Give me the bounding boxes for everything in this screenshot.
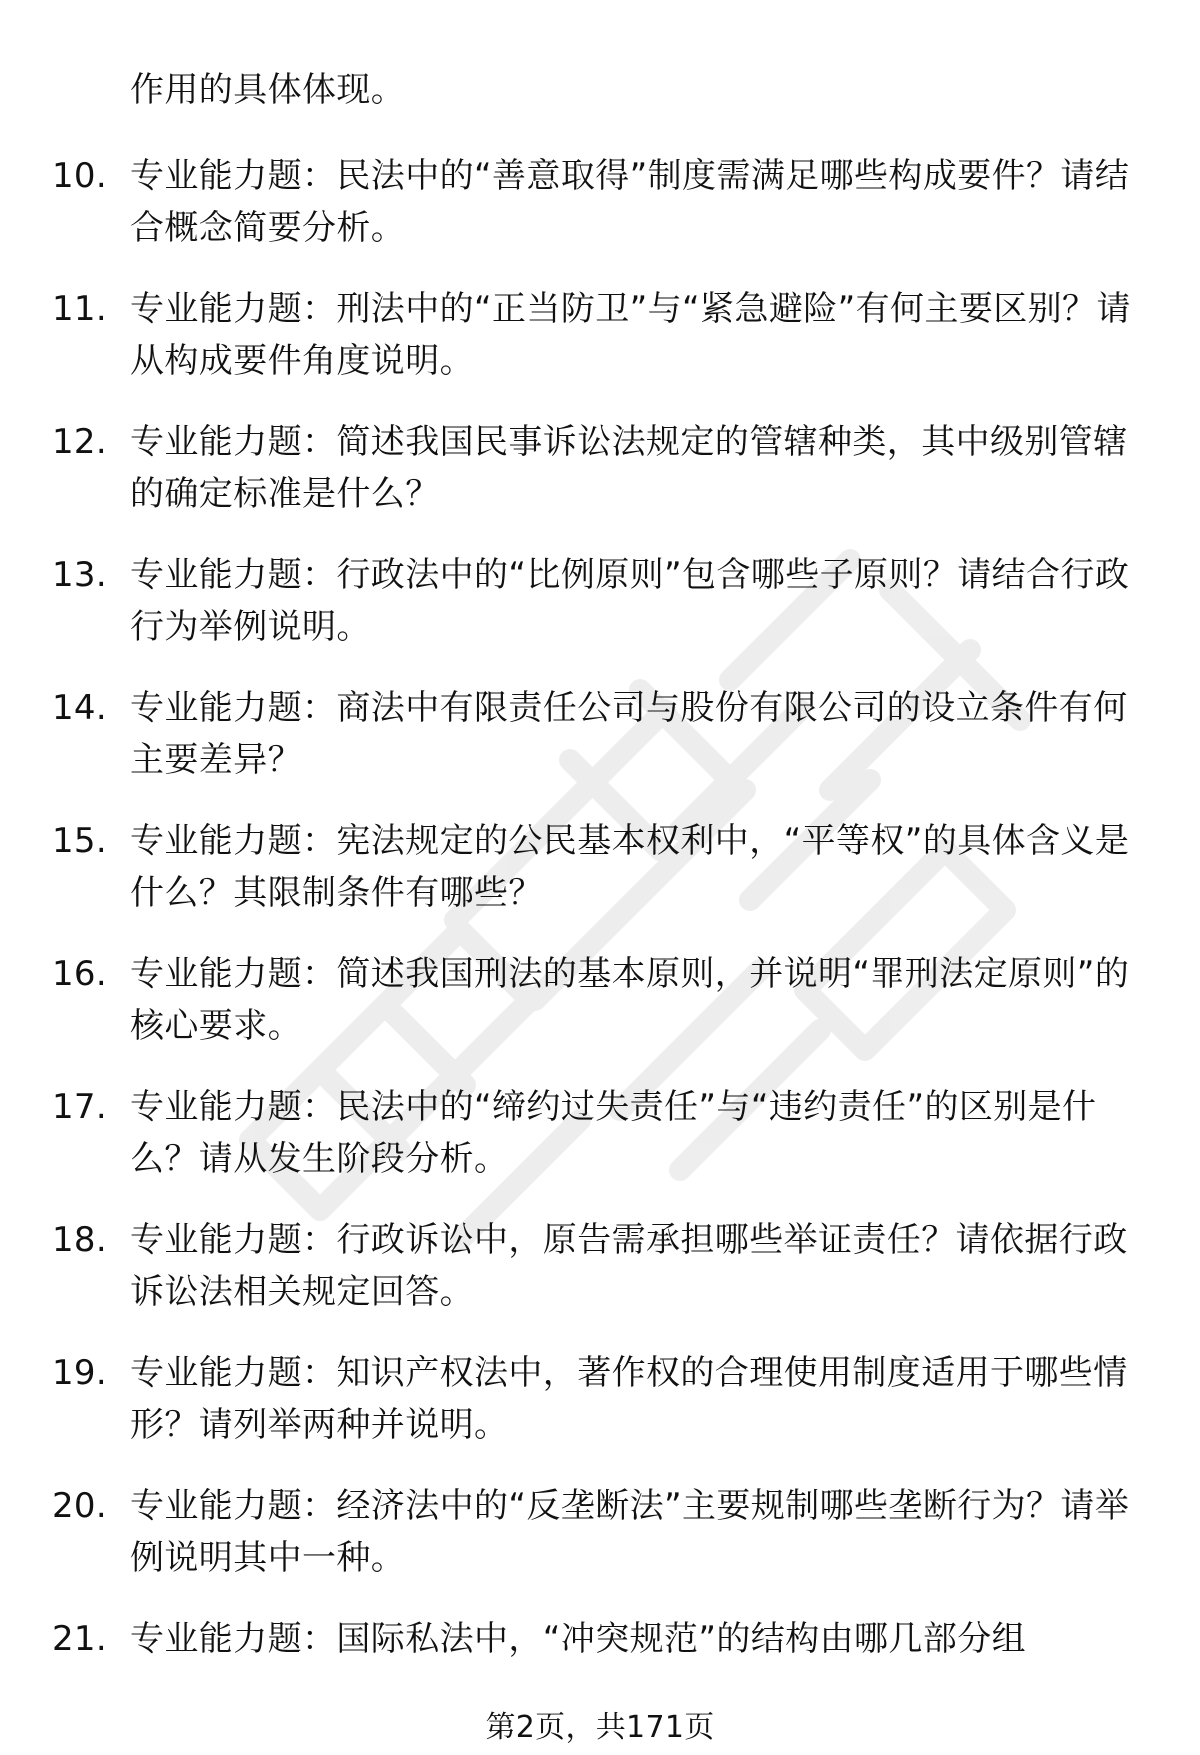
question-number: 14. — [52, 688, 107, 728]
question-text: 专业能力题：民法中的“善意取得”制度需满足哪些构成要件？请结合概念简要分析。 — [130, 156, 1130, 248]
question-item-20 — [52, 1480, 1162, 1584]
question-text: 专业能力题：行政法中的“比例原则”包含哪些子原则？请结合行政行为举例说明。 — [130, 555, 1130, 647]
previous-question-continuation: 作用的具体体现。 — [130, 70, 406, 110]
question-number: 12. — [52, 422, 107, 462]
question-item-21 — [52, 1613, 1162, 1665]
question-text: 专业能力题：宪法规定的公民基本权利中，“平等权”的具体含义是什么？其限制条件有哪些？ — [130, 821, 1130, 913]
question-text: 专业能力题：刑法中的“正当防卫”与“紧急避险”有何主要区别？请从构成要件角度说明。 — [130, 289, 1131, 381]
question-number: 19. — [52, 1353, 107, 1393]
question-number: 11. — [52, 289, 107, 329]
question-item-15 — [52, 815, 1162, 919]
question-text: 专业能力题：知识产权法中，著作权的合理使用制度适用于哪些情形？请列举两种并说明。 — [130, 1353, 1128, 1445]
question-text: 专业能力题：经济法中的“反垄断法”主要规制哪些垄断行为？请举例说明其中一种。 — [130, 1486, 1130, 1578]
question-number: 21. — [52, 1619, 107, 1659]
question-item-12 — [52, 416, 1162, 520]
question-text: 专业能力题：民法中的“缔约过失责任”与“违约责任”的区别是什么？请从发生阶段分析。 — [130, 1087, 1097, 1179]
question-item-14 — [52, 682, 1162, 786]
question-item-10 — [52, 150, 1162, 254]
question-item-18 — [52, 1214, 1162, 1318]
page-indicator: 第2页，共171页 — [485, 1710, 715, 1745]
question-text: 专业能力题：商法中有限责任公司与股份有限公司的设立条件有何主要差异？ — [130, 688, 1128, 780]
question-text: 专业能力题：简述我国刑法的基本原则，并说明“罪刑法定原则”的核心要求。 — [130, 954, 1130, 1046]
question-item-17 — [52, 1081, 1162, 1185]
question-number: 17. — [52, 1087, 107, 1127]
question-number: 20. — [52, 1486, 107, 1526]
question-text: 专业能力题：行政诉讼中，原告需承担哪些举证责任？请依据行政诉讼法相关规定回答。 — [130, 1220, 1128, 1312]
question-item-13 — [52, 549, 1162, 653]
question-item-16 — [52, 948, 1162, 1052]
question-item-19 — [52, 1347, 1162, 1451]
question-text: 专业能力题：国际私法中，“冲突规范”的结构由哪几部分组 — [130, 1619, 1027, 1659]
question-number: 15. — [52, 821, 107, 861]
question-number: 10. — [52, 156, 107, 196]
question-list-content — [52, 64, 1162, 1694]
question-text: 专业能力题：简述我国民事诉讼法规定的管辖种类，其中级别管辖的确定标准是什么？ — [130, 422, 1128, 514]
page-footer — [0, 1708, 1200, 1748]
question-number: 16. — [52, 954, 107, 994]
question-item-11 — [52, 283, 1162, 387]
question-number: 18. — [52, 1220, 107, 1260]
question-number: 13. — [52, 555, 107, 595]
